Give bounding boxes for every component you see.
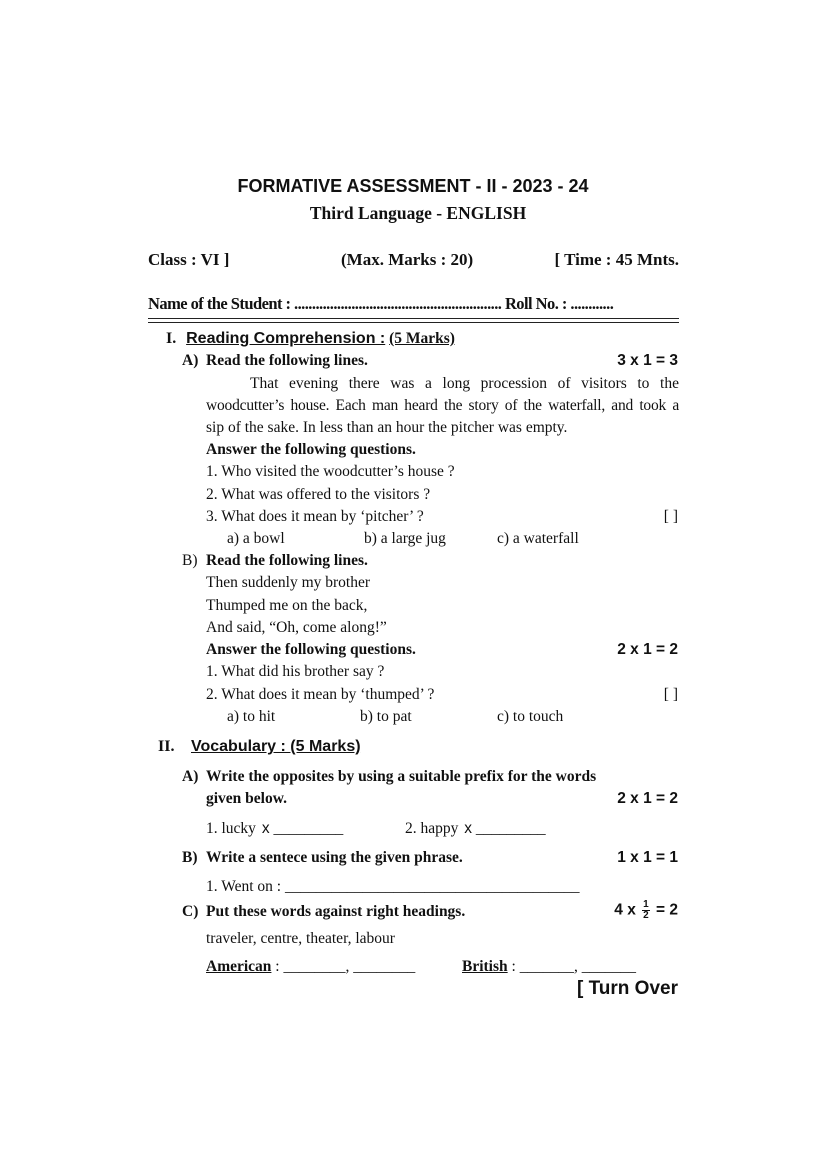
- q2a-item-2-word: 2. happy: [405, 820, 459, 837]
- cross-mark-icon: x: [261, 820, 270, 837]
- passage-line-3: sip of the sake. In less than an hour the pitcher was empty.: [206, 419, 568, 436]
- q2c-words: traveler, centre, theater, labour: [206, 930, 395, 947]
- american-label: American: [206, 958, 272, 975]
- double-rule-top: [148, 318, 679, 319]
- q2a-label: A): [182, 768, 199, 785]
- q1b-heading: Read the following lines.: [206, 552, 368, 569]
- british-blanks[interactable]: : _______, _______: [511, 958, 636, 975]
- q2a-heading-line-1: Write the opposites by using a suitable prefix for the words: [206, 768, 597, 785]
- american-heading-row: [206, 958, 415, 976]
- fraction-numerator: 1: [643, 899, 649, 910]
- poem-line-3: And said, “Oh, come along!”: [206, 619, 387, 636]
- q2b-heading: Write a sentece using the given phrase.: [206, 849, 463, 866]
- british-label: British: [462, 958, 508, 975]
- american-blanks[interactable]: : ________, ________: [275, 958, 416, 975]
- q1a-option-c[interactable]: c) a waterfall: [497, 530, 579, 547]
- q1a-heading: Read the following lines.: [206, 352, 368, 369]
- q2c-label: C): [182, 903, 199, 920]
- q1a-question-1: 1. Who visited the woodcutter’s house ?: [206, 463, 455, 480]
- q1b-answer-bracket[interactable]: [ ]: [663, 686, 678, 703]
- passage-line-1: That evening there was a long procession of visitors to the: [250, 375, 679, 392]
- poem-line-1: Then suddenly my brother: [206, 574, 371, 591]
- q2b-item-blank[interactable]: ______________________________________: [284, 878, 580, 895]
- turn-over-note: [ Turn Over: [577, 978, 678, 999]
- q2b-marks: 1 x 1 = 1: [617, 849, 678, 866]
- q2a-marks: 2 x 1 = 2: [617, 790, 678, 807]
- q1a-questions-heading: Answer the following questions.: [206, 441, 416, 458]
- q2b-label: B): [182, 849, 198, 866]
- passage-line-2: woodcutter’s house. Each man heard the story of the waterfall, and took a: [206, 397, 679, 414]
- q1b-label: B): [182, 552, 198, 569]
- q2c-marks-prefix: 4 x: [614, 901, 636, 919]
- half-fraction: [642, 900, 650, 921]
- q1a-question-2: 2. What was offered to the visitors ?: [206, 486, 431, 503]
- page-title: FORMATIVE ASSESSMENT - II - 2023 - 24: [237, 176, 589, 196]
- section-1-marks: (5 Marks): [389, 330, 455, 347]
- q1b-question-2: 2. What does it mean by ‘thumped’ ?: [206, 686, 435, 703]
- cross-mark-icon: x: [464, 820, 473, 837]
- double-rule-bottom: [148, 322, 679, 323]
- q2a-item-1-word: 1. lucky: [206, 820, 256, 837]
- section-1-heading: [166, 330, 455, 348]
- q1a-marks: 3 x 1 = 3: [617, 352, 678, 369]
- time-limit: [ Time : 45 Mnts.: [554, 250, 679, 269]
- q1b-question-1: 1. What did his brother say ?: [206, 663, 385, 680]
- q2a-item-1: [206, 820, 343, 838]
- q1b-marks: 2 x 1 = 2: [617, 641, 678, 658]
- page-subtitle: Third Language - ENGLISH: [309, 203, 527, 223]
- q1a-option-a[interactable]: a) a bowl: [227, 530, 285, 547]
- q2a-item-2-blank[interactable]: _________: [475, 820, 546, 837]
- q2c-marks-suffix: = 2: [656, 901, 678, 919]
- q1a-answer-bracket[interactable]: [ ]: [663, 508, 678, 525]
- section-2-title: Vocabulary : (5 Marks): [191, 738, 361, 755]
- q2b-item-label: 1. Went on :: [206, 878, 282, 895]
- fraction-denominator: 2: [643, 910, 649, 921]
- q1a-option-b[interactable]: b) a large jug: [364, 530, 446, 547]
- q1b-option-a[interactable]: a) to hit: [227, 708, 276, 725]
- q1b-option-c[interactable]: c) to touch: [497, 708, 564, 725]
- q1b-questions-heading: Answer the following questions.: [206, 641, 416, 658]
- q2a-heading-line-2: given below.: [206, 790, 287, 807]
- max-marks: (Max. Marks : 20): [341, 250, 474, 269]
- section-1-number: I.: [166, 330, 177, 347]
- q2a-item-1-blank[interactable]: _________: [273, 820, 344, 837]
- q2a-item-2: [405, 820, 546, 838]
- q2c-marks: [614, 900, 678, 921]
- poem-line-2: Thumped me on the back,: [206, 597, 368, 614]
- q2b-item: [206, 878, 579, 896]
- section-2-number: II.: [158, 738, 175, 755]
- section-1-title: Reading Comprehension :: [186, 330, 386, 347]
- q1b-option-b[interactable]: b) to pat: [360, 708, 412, 725]
- q2c-heading: Put these words against right headings.: [206, 903, 466, 920]
- student-name-roll-line[interactable]: Name of the Student : .......................................................... Roll No. : ............: [148, 294, 614, 313]
- british-heading-row: [462, 958, 636, 976]
- class-label: Class : VI ]: [148, 250, 230, 269]
- q1a-label: A): [182, 352, 199, 369]
- q1a-question-3: 3. What does it mean by ‘pitcher’ ?: [206, 508, 424, 525]
